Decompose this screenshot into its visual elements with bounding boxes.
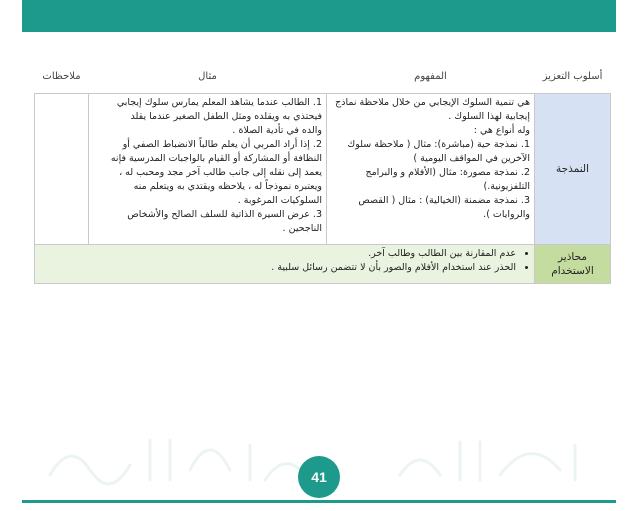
style-cell-modeling: النمذجة [535, 94, 611, 245]
table-row-modeling [35, 94, 611, 245]
table-header-row [35, 61, 611, 94]
concept-cell [327, 94, 535, 245]
example-line: والده في تأدية الصلاة . [232, 125, 322, 136]
concept-line: التلفزيونية.) [483, 181, 530, 192]
warnings-cell [35, 245, 535, 284]
warning-item: • الحذر عند استخدام الأفلام والصور بأن لا تتضمن رسائل سلبية . [39, 261, 516, 275]
warning-item: • عدم المقارنة بين الطالب وطالب آخر. [39, 247, 516, 261]
example-line: يعمد إلى نقله إلى جانب طالب آخر مجد ومحبب له ، [119, 167, 322, 178]
header-notes: ملاحظات [35, 61, 89, 94]
page-number-badge: 41 [298, 456, 340, 498]
example-line: السلوكيات المرغوبة . [237, 195, 322, 206]
example-line: 2. إذا أراد المربي أن يعلم طالباً الانضباط الصفي أو [122, 139, 322, 150]
concept-line: والروايات ). [483, 209, 530, 220]
footer-line [22, 500, 616, 503]
example-line: الناجحين . [282, 223, 322, 234]
example-line: النظافة أو المشاركة أو القيام بالواجبات المدرسية فإنه [110, 153, 322, 164]
example-line: 1. الطالب عندما يشاهد المعلم يمارس سلوك إيجابي [116, 97, 322, 108]
example-line: فيحتذي به ويقلده ومثل الطفل الصغير عندما يقلد [130, 111, 322, 122]
header-concept: المفهوم [327, 61, 535, 94]
concept-line: 1. نمذجة حية (مباشرة): مثال ( ملاحظة سلوك [347, 139, 530, 150]
header-banner [22, 0, 616, 32]
concept-line: 2. نمذجة مصورة: مثال (الأفلام و والبرامج [365, 167, 530, 178]
header-style: أسلوب التعزيز [535, 61, 611, 94]
example-cell [89, 94, 327, 245]
header-example: مثال [89, 61, 327, 94]
example-line: ويعتبره نموذجاً له ، يلاحظه ويقتدي به ويتعلم منه [133, 181, 322, 192]
style-cell-warnings: محاذير الاستخدام [535, 245, 611, 284]
concept-line: هي تنمية السلوك الإيجابي من خلال ملاحظة نماذج [335, 97, 530, 108]
concept-line: الآخرين في المواقف اليومية ) [413, 153, 530, 164]
table-row-warnings [35, 245, 611, 284]
warnings-list [39, 247, 530, 275]
reinforcement-table [34, 60, 611, 284]
notes-cell [35, 94, 89, 245]
concept-line: وله أنواع هي : [473, 125, 530, 136]
concept-line: 3. نمذجة مضمنة (الخيالية) : مثال ( القصص [358, 195, 530, 206]
concept-line: إيجابية لهذا السلوك . [448, 111, 530, 122]
example-line: 3. عرض السيرة الذاتية للسلف الصالح والأشخاص [127, 209, 322, 220]
